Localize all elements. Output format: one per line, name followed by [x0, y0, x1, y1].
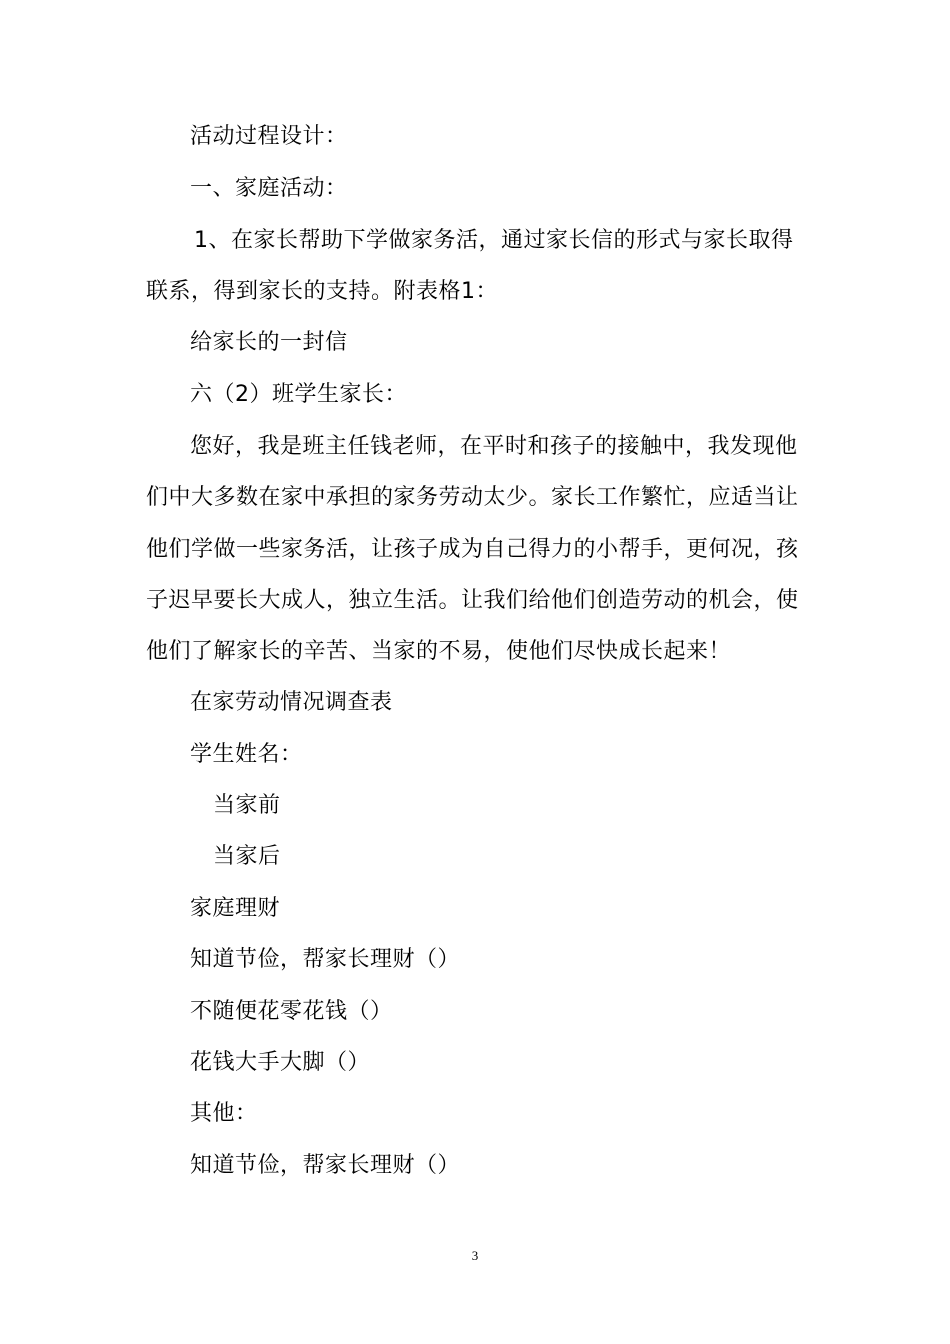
survey-option: 知道节俭，帮家长理财（）: [190, 947, 461, 972]
paragraph-line: 联系，得到家长的支持。附表格1：: [146, 279, 498, 304]
paragraph-line: 1、在家长帮助下学做家务活，通过家长信的形式与家长取得: [194, 228, 794, 253]
survey-option: 其他：: [190, 1101, 258, 1126]
survey-option: 知道节俭，帮家长理财（）: [190, 1153, 461, 1178]
survey-option: 不随便花零花钱（）: [190, 999, 393, 1024]
paragraph-line: 他们学做一些家务活，让孩子成为自己得力的小帮手，更何况，孩: [146, 537, 799, 562]
category-label: 家庭理财: [190, 896, 281, 921]
student-name-label: 学生姓名：: [190, 742, 303, 767]
section-heading: 活动过程设计：: [190, 124, 348, 149]
before-label: 当家前: [213, 793, 281, 818]
page-number: 3: [471, 1248, 479, 1263]
survey-title: 在家劳动情况调查表: [190, 690, 393, 715]
letter-salutation: 六（2）班学生家长：: [190, 382, 407, 407]
survey-option: 花钱大手大脚（）: [190, 1050, 371, 1075]
letter-title: 给家长的一封信: [190, 330, 348, 355]
paragraph-line: 们中大多数在家中承担的家务劳动太少。家长工作繁忙，应适当让: [146, 485, 799, 510]
paragraph-line: 您好，我是班主任钱老师，在平时和孩子的接触中，我发现他: [190, 434, 798, 459]
subsection-heading: 一、家庭活动：: [190, 176, 348, 201]
paragraph-line: 子迟早要长大成人，独立生活。让我们给他们创造劳动的机会，使: [146, 588, 799, 613]
after-label: 当家后: [213, 844, 281, 869]
paragraph-line: 他们了解家长的辛苦、当家的不易，使他们尽快成长起来！: [146, 639, 732, 664]
